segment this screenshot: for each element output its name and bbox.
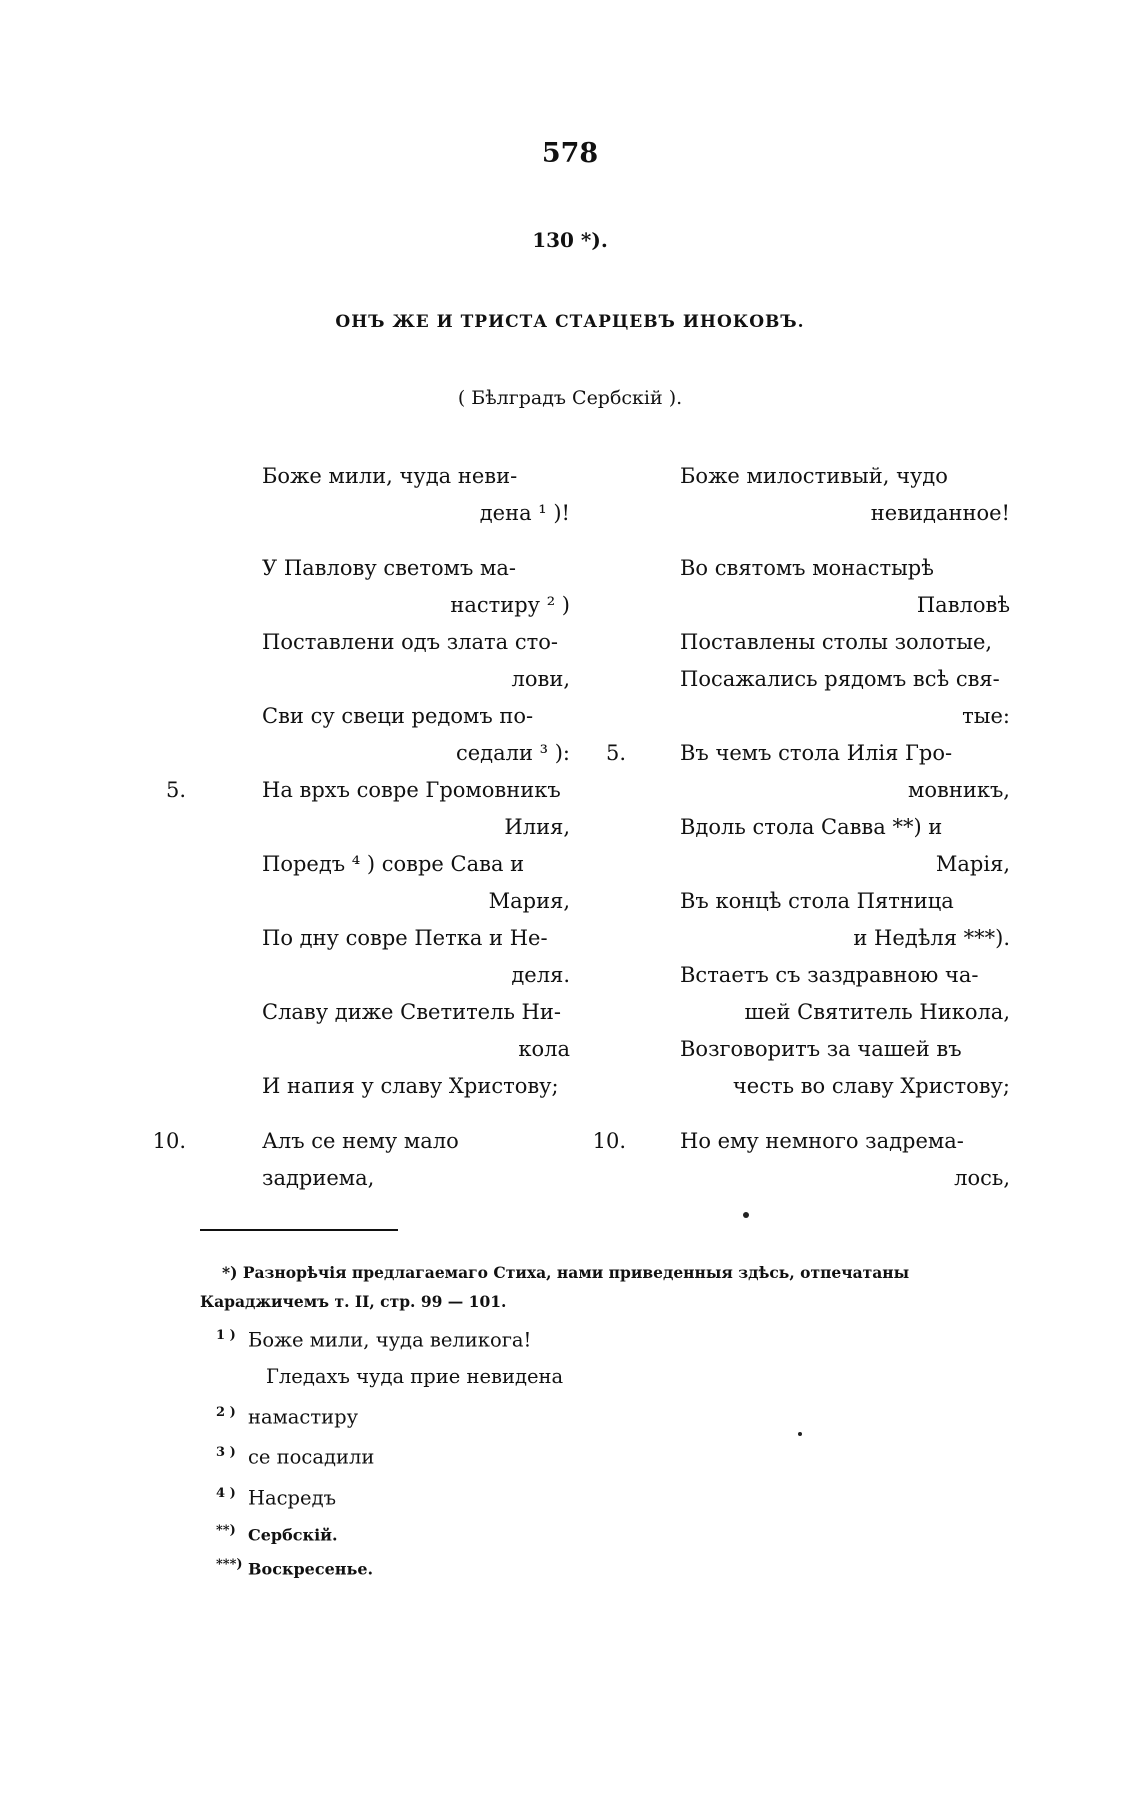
verse-text: По дну совре Петка и Не- xyxy=(262,926,548,950)
verse-text: Въ чемъ стола Илія Гро- xyxy=(680,741,953,765)
footnote-marker: 1 ) xyxy=(216,1328,236,1343)
footnote-list xyxy=(216,1318,776,1585)
footnote-item xyxy=(216,1516,776,1550)
russian-column xyxy=(592,458,1010,1215)
verse-text: Вдоль стола Савва **) и xyxy=(680,815,943,839)
verse-line xyxy=(630,624,1010,661)
footnote-marker: ***) xyxy=(216,1557,243,1573)
poem-title: ОНЪ ЖЕ И ТРИСТА СТАРЦЕВЪ ИНОКОВЪ. xyxy=(335,312,805,332)
verse-text: Алъ се нему мало задриема, xyxy=(262,1129,459,1190)
verse-line xyxy=(630,1031,1010,1105)
verse-text: Возговоритъ за чашей въ xyxy=(680,1037,962,1061)
line-number: 10. xyxy=(592,1129,626,1153)
verse-text: Сви су свеци редомъ по- xyxy=(262,704,534,728)
verse-line xyxy=(630,550,1010,624)
footnote-intro: *) Разнорѣчія предлагаемаго Стиха, нами приведенныя здѣсь, отпечатаны Караджичемъ т. II, стр. 99 — 101. xyxy=(200,1263,910,1311)
line-number: 5. xyxy=(605,741,626,765)
verse-continuation: кола xyxy=(518,1037,570,1061)
verse-continuation: невиданное! xyxy=(870,501,1010,525)
footnote-marker: 2 ) xyxy=(216,1404,236,1420)
verse-text: На врхъ совре Громовникъ xyxy=(262,778,561,802)
stanza xyxy=(152,1123,570,1197)
verse-line xyxy=(190,550,570,624)
verse-text: Поредъ ⁴ ) совре Сава и xyxy=(262,852,525,876)
verse-continuation: седали ³ ): xyxy=(455,741,570,765)
verse-line xyxy=(190,920,570,994)
verse-line xyxy=(152,1123,570,1197)
verse-continuation: Мария, xyxy=(488,889,570,913)
verse-line xyxy=(190,1068,570,1105)
ink-speck xyxy=(743,1212,749,1218)
verse-text: Встаетъ съ заздравною ча- xyxy=(680,963,979,987)
footnote-text: намастиру xyxy=(248,1405,359,1428)
verse-line xyxy=(605,735,1010,809)
footnote-marker: 4 ) xyxy=(216,1485,236,1501)
verse-line xyxy=(190,994,570,1068)
footnote-item xyxy=(216,1435,776,1476)
verse-text: Боже милостивый, чудо xyxy=(680,464,948,488)
verse-text: Поставлени одъ злата сто- xyxy=(262,630,558,654)
ink-speck xyxy=(798,1432,802,1436)
verse-continuation: Павловѣ xyxy=(916,593,1010,617)
verse-line xyxy=(630,883,1010,957)
footnote-text: Сербскій. xyxy=(248,1525,338,1545)
verse-continuation: Марія, xyxy=(935,852,1010,876)
verse-text: У Павлову светомъ ма- xyxy=(262,556,516,580)
footnote-marker: **) xyxy=(216,1523,236,1538)
verse-continuation: деля. xyxy=(511,963,570,987)
footnote-text: Гледахъ чуда прие невидена xyxy=(266,1364,564,1388)
verse-text: И напия у славу Христову; xyxy=(262,1074,559,1098)
line-number: 5. xyxy=(165,778,186,802)
verse-text: Но ему немного задрема- xyxy=(680,1129,964,1153)
footnote-item xyxy=(216,1318,776,1359)
verse-line xyxy=(630,458,1010,532)
page-number: 578 xyxy=(541,138,599,169)
verse-line xyxy=(190,458,570,532)
verse-continuation: лови, xyxy=(511,667,570,691)
verse-text: Посажались рядомъ всѣ свя- xyxy=(680,667,1000,691)
verse-line xyxy=(165,772,570,846)
verse-line xyxy=(630,957,1010,1031)
footnote-item xyxy=(216,1395,776,1436)
verse-text: Въ концѣ стола Пятница xyxy=(680,889,954,913)
verse-continuation: честь во славу Христову; xyxy=(732,1074,1010,1098)
footnote-item xyxy=(216,1359,776,1395)
verse-line xyxy=(630,661,1010,735)
footnote-item xyxy=(216,1476,776,1517)
poem-place: ( Бѣлградъ Сербскій ). xyxy=(457,387,683,409)
verse-line xyxy=(190,698,570,772)
verse-continuation: настиру ² ) xyxy=(450,593,570,617)
verse-line xyxy=(190,624,570,698)
line-number: 10. xyxy=(152,1129,186,1153)
verse-text: Славу диже Светитель Ни- xyxy=(262,1000,561,1024)
verse-line xyxy=(190,846,570,920)
verse-continuation: и Недѣля ***). xyxy=(853,926,1010,950)
verse-text: Поставлены столы золотые, xyxy=(680,630,993,654)
serbian-column xyxy=(152,458,570,1215)
footnote-item xyxy=(216,1550,776,1584)
poem-number: 130 *). xyxy=(532,228,608,252)
verse-line xyxy=(630,809,1010,883)
stanza xyxy=(165,550,570,1105)
verse-text: Боже мили, чуда неви- xyxy=(262,464,518,488)
stanza xyxy=(592,1123,1010,1197)
footnote-divider xyxy=(200,1229,398,1231)
verse-continuation: лось, xyxy=(954,1166,1010,1190)
footnote-text: Боже мили, чуда великога! xyxy=(248,1328,532,1352)
verse-continuation: шей Святитель Никола, xyxy=(744,1000,1010,1024)
footnote-marker: 3 ) xyxy=(216,1445,236,1460)
footnote-text: се посадили xyxy=(248,1445,375,1469)
verse-line xyxy=(592,1123,1010,1197)
footnote-text: Воскресенье. xyxy=(248,1559,374,1579)
stanza xyxy=(630,458,1010,532)
stanza xyxy=(190,458,570,532)
verse-continuation: дена ¹ )! xyxy=(479,501,570,525)
verse-continuation: тые: xyxy=(962,704,1010,728)
verse-continuation: мовникъ, xyxy=(908,778,1010,802)
footnote-text: Насредъ xyxy=(248,1486,336,1509)
verse-continuation: Илия, xyxy=(504,815,570,839)
stanza xyxy=(605,550,1010,1105)
verse-text: Во святомъ монастырѣ xyxy=(680,556,934,580)
